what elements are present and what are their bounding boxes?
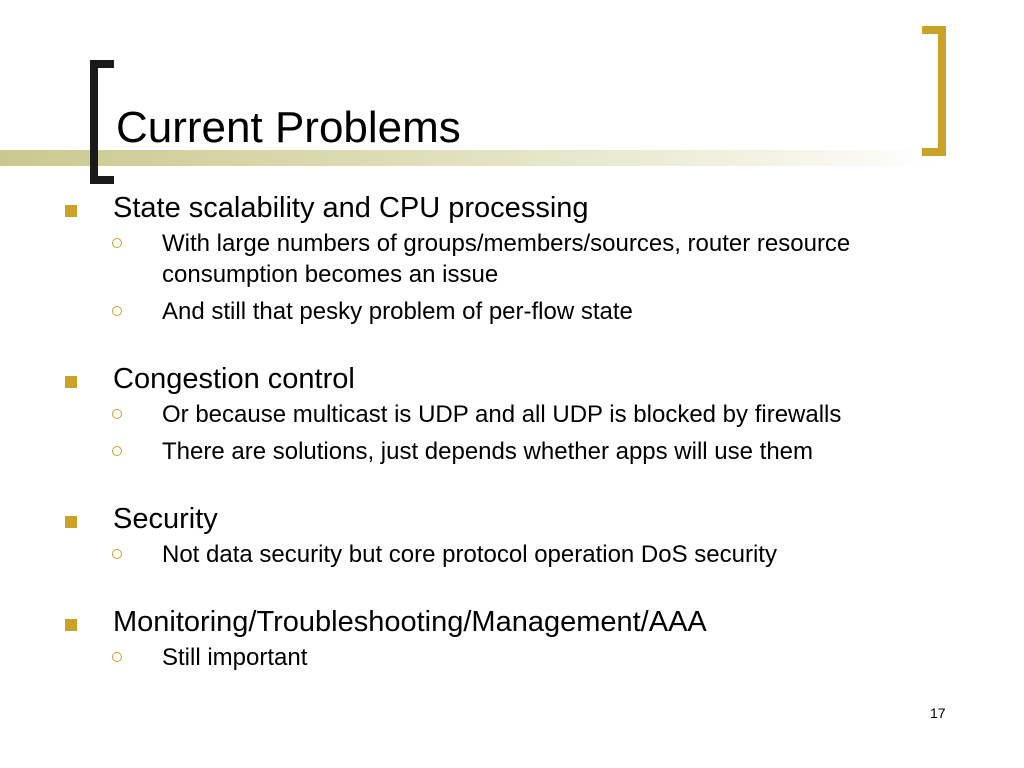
sub-bullet-item [0, 539, 1024, 570]
bullet-item [0, 604, 1024, 640]
square-bullet-icon [65, 376, 77, 388]
left-bracket-decoration [90, 60, 98, 184]
square-bullet-icon [65, 205, 77, 217]
bullet-group [0, 190, 1024, 327]
right-bracket-decoration [938, 26, 946, 156]
bullet-group [0, 501, 1024, 570]
sub-bullet-text: Not data security but core protocol operation DoS security [162, 541, 777, 568]
circle-bullet-icon [112, 549, 122, 559]
sub-bullet-item [0, 399, 1024, 430]
sub-bullet-item [0, 296, 1024, 327]
bullet-group [0, 604, 1024, 673]
sub-bullet-text: With large numbers of groups/members/sources, router resource consumption becomes an issue [162, 230, 851, 288]
bullet-text: Security [113, 503, 218, 535]
circle-bullet-icon [112, 446, 122, 456]
sub-bullet-text: Or because multicast is UDP and all UDP is blocked by firewalls [162, 401, 842, 428]
circle-bullet-icon [112, 238, 122, 248]
slide-title: Current Problems [116, 103, 461, 152]
sub-bullet-text: And still that pesky problem of per-flow state [162, 298, 633, 325]
sub-bullet-text: There are solutions, just depends whether apps will use them [162, 438, 814, 465]
circle-bullet-icon [112, 306, 122, 316]
circle-bullet-icon [112, 409, 122, 419]
page-number: 17 [930, 705, 946, 721]
sub-bullet-text: Still important [162, 644, 308, 671]
bullet-text: Congestion control [113, 363, 355, 395]
square-bullet-icon [65, 619, 77, 631]
circle-bullet-icon [112, 652, 122, 662]
bullet-list [0, 190, 1024, 679]
bullet-item [0, 190, 1024, 226]
bullet-item [0, 501, 1024, 537]
square-bullet-icon [65, 516, 77, 528]
sub-bullet-item [0, 642, 1024, 673]
bullet-text: State scalability and CPU processing [113, 192, 589, 224]
bullet-item [0, 361, 1024, 397]
bullet-group [0, 361, 1024, 467]
bullet-text: Monitoring/Troubleshooting/Management/AAA [113, 606, 707, 638]
sub-bullet-item [0, 436, 1024, 467]
sub-bullet-item [0, 228, 1024, 290]
